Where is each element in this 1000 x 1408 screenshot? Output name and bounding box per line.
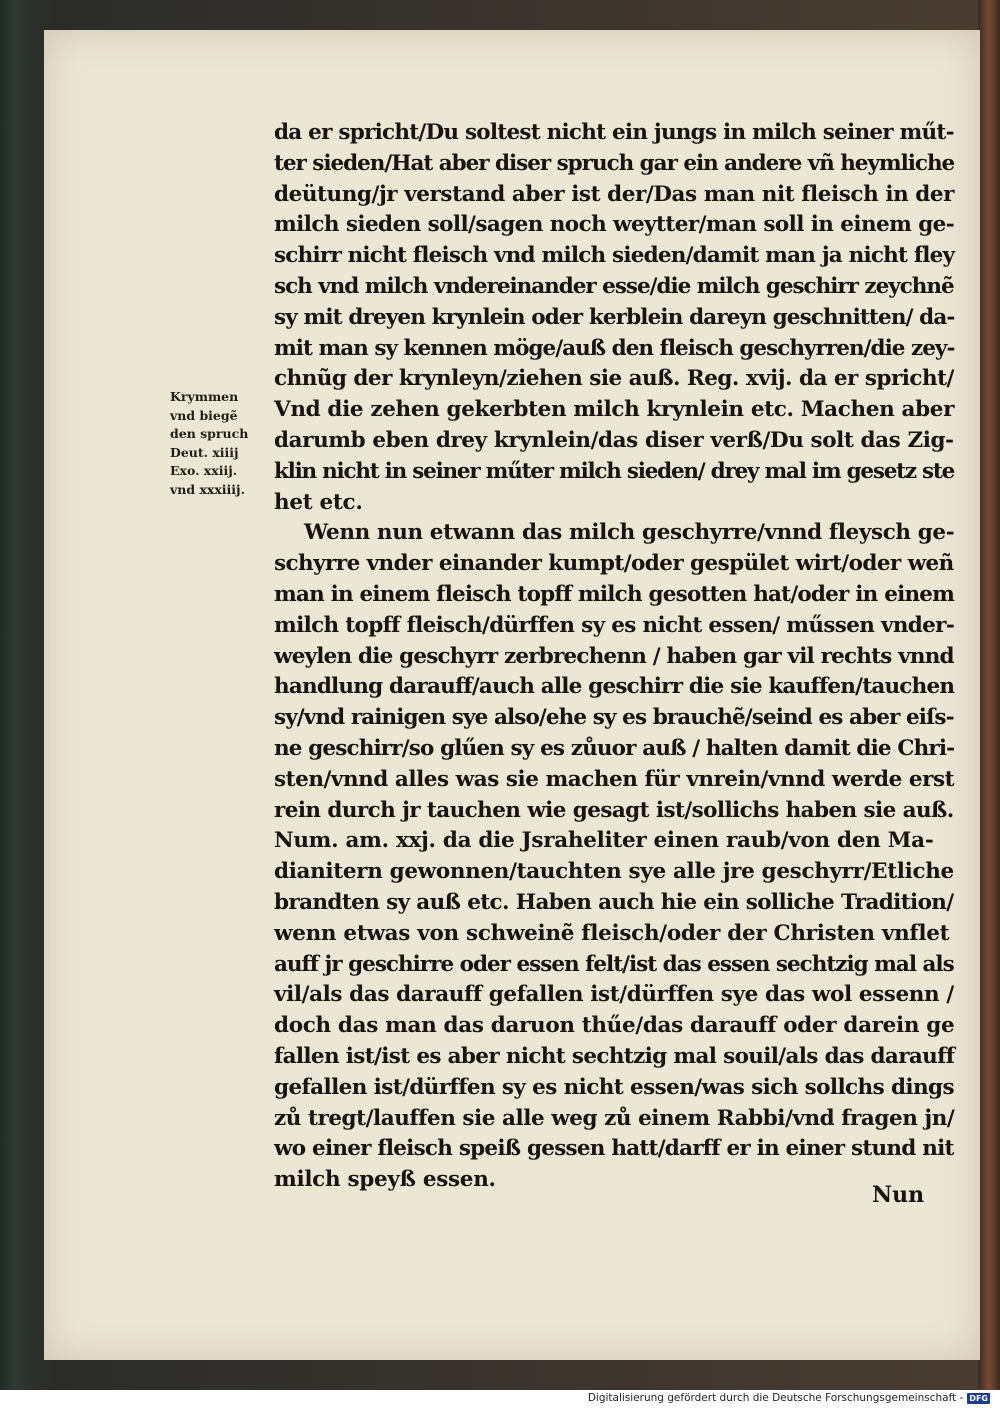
marginal-line: Exo. xxiij.: [170, 463, 238, 478]
text-line: gefallen ist/dürffen sy es nicht essen/was sich sollchs dings: [274, 1074, 954, 1100]
text-line: milch topff fleisch/dürffen sy es nicht essen/ műssen vnder-: [274, 612, 955, 638]
text-line: vil/als das darauff gefallen ist/dürffen sye das wol essenn /: [274, 982, 954, 1008]
text-line: ter sieden/Hat aber diser spruch gar ein andere vñ heymliche: [274, 150, 955, 176]
text-line: chnũg der krynleyn/ziehen sie auß. Reg. xvij. da er spricht/: [274, 366, 954, 392]
body-text: [274, 118, 954, 1196]
marginal-line: vnd biegẽ: [170, 407, 238, 423]
text-line: handlung darauff/auch alle geschirr die sie kauffen/tauchen: [274, 674, 955, 700]
marginal-line: Deut. xiiij: [170, 444, 239, 460]
text-line: doch das man das daruon thűe/das darauff oder darein ge: [274, 1013, 955, 1039]
text-line: Num. am. xxj. da die Jsraheliter einen raub/von den Ma-: [274, 828, 934, 854]
text-line: schyrre vnder einander kumpt/oder gespület wirt/oder weñ: [274, 551, 954, 577]
text-line: Vnd die zehen gekerbten milch krynlein etc. Machen aber: [274, 397, 955, 423]
text-line: rein durch jr tauchen wie gesagt ist/sollichs haben sie auß.: [274, 797, 954, 823]
marginal-line: Krymmen: [170, 389, 239, 404]
marginal-note: [170, 388, 270, 499]
dfg-logo: DFG: [969, 1393, 988, 1403]
marginal-line: vnd xxxiiij.: [170, 481, 245, 497]
text-line: sch vnd milch vndereinander esse/die milch geschirr zeychnẽ: [274, 273, 954, 299]
text-line: milch sieden soll/sagen noch weytter/man soll in einem ge-: [274, 212, 955, 238]
text-line: sten/vnnd alles was sie machen für vnrein/vnnd werde erst: [274, 766, 955, 792]
text-line: auff jr geschirre oder essen felt/ist das essen sechtzig mal als: [274, 951, 954, 977]
marginal-line: den spruch: [170, 426, 249, 441]
book-edge: [978, 0, 1000, 1390]
text-line: wo einer fleisch speiß gessen hatt/darff er in einer stund nit: [274, 1136, 954, 1162]
text-line: schirr nicht fleisch vnd milch sieden/damit man ja nicht fley: [274, 243, 955, 269]
text-line: brandten sy auß etc. Haben auch hie ein solliche Tradition/: [274, 889, 954, 915]
text-line: zů tregt/lauffen sie alle weg zů einem Rabbi/vnd fragen jn/: [274, 1105, 955, 1131]
text-line: milch speyß essen.: [274, 1167, 496, 1193]
text-line: weylen die geschyrr zerbrechenn / haben gar vil rechts vnnd: [274, 643, 954, 669]
text-line: sy mit dreyen krynlein oder kerblein dareyn geschnitten/ da-: [274, 304, 955, 330]
text-line: Wenn nun etwann das milch geschyrre/vnnd fleysch ge-: [304, 520, 955, 546]
text-line: wenn etwas von schweinẽ fleisch/oder der Christen vnflet: [274, 920, 950, 946]
text-line: mit man sy kennen möge/auß den fleisch geschyrren/die zey-: [274, 335, 955, 361]
text-line: sy/vnd rainigen sye also/ehe sy es brauchẽ/seind es aber eiſs-: [274, 705, 954, 731]
text-line: deütung/jr verstand aber ist der/Das man nit fleisch in der: [274, 181, 955, 207]
text-line: man in einem fleisch topff milch gesotten hat/oder in einem: [274, 581, 955, 607]
text-line: ne geschirr/so glűen sy es zůuor auß / halten damit die Chri-: [274, 735, 955, 761]
footer-credit: [588, 1392, 990, 1404]
text-line: fallen ist/ist es aber nicht sechtzig mal souil/als das darauff: [274, 1043, 955, 1069]
text-line: da er spricht/Du soltest nicht ein jungs in milch seiner műt-: [274, 120, 954, 145]
text-line: klin nicht in seiner műter milch sieden/ drey mal im gesetz ste: [274, 458, 955, 484]
text-line: dianitern gewonnen/tauchten sye alle jre geschyrr/Etliche: [274, 859, 954, 885]
footer-credit-text: Digitalisierung gefördert durch die Deutsche Forschungsgemeinschaft -: [587, 1392, 964, 1404]
text-line: het etc.: [274, 489, 363, 515]
text-line: darumb eben drey krynlein/das diser verß/Du solt das Zig-: [274, 427, 954, 453]
catchword: Nun: [872, 1182, 925, 1208]
